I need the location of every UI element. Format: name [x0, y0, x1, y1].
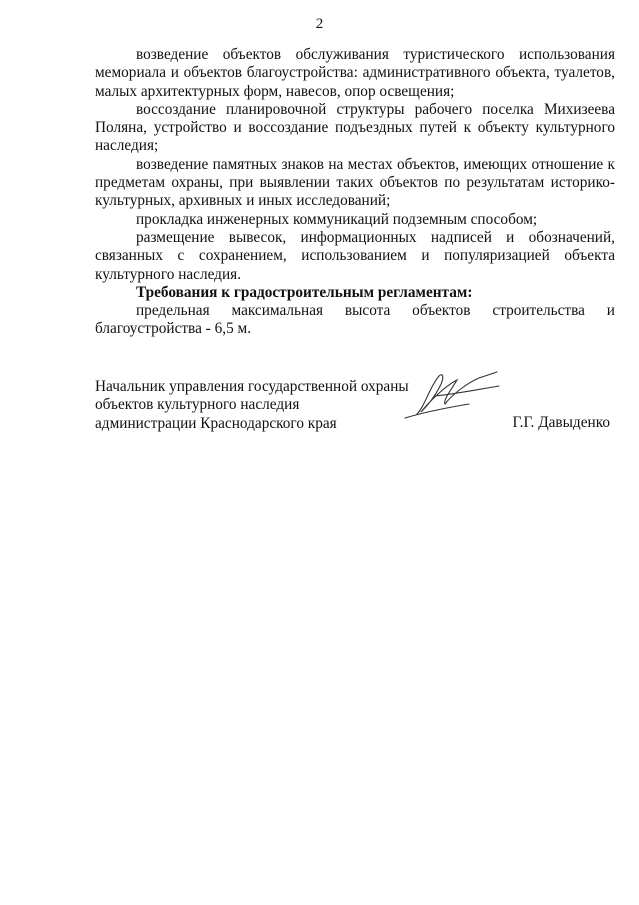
signature-block: [95, 378, 615, 438]
section-heading: Требования к градостроительным регламентам:: [136, 283, 473, 301]
document-body: [95, 46, 615, 339]
paragraph-4: прокладка инженерных коммуникаций подземным способом;: [136, 210, 538, 228]
handwritten-signature: [395, 366, 505, 426]
paragraph-6: предельная максимальная высота объектов строительства и благоустройства - 6,5 м.: [95, 302, 615, 338]
page-number: 2: [315, 16, 324, 32]
paragraph-3: возведение памятных знаков на местах объектов, имеющих отношение к предметам охраны, при выявлении таких объектов по результатам историко-культурных, архивных и иных исследований;: [95, 155, 615, 210]
signer-title-line-2: объектов культурного наследия: [95, 396, 300, 414]
paragraph-2: воссоздание планировочной структуры рабочего поселка Михизеева Поляна, устройство и воссоздание подъездных путей к объекту культурного наследия;: [95, 100, 615, 155]
signer-name: Г.Г. Давыденко: [512, 414, 610, 431]
signer-title-line-3: администрации Краснодарского края: [95, 414, 337, 432]
paragraph-5: размещение вывесок, информационных надписей и обозначений, связанных с сохранением, использованием и популяризацией объекта культурного наследия.: [95, 228, 615, 283]
paragraph-1: возведение объектов обслуживания туристического использования мемориала и объектов благоустройства: административного объекта, туалетов, малых архитектурных форм, навесов, опор освещения;: [95, 46, 615, 100]
signer-title-line-1: Начальник управления государственной охраны: [95, 378, 409, 395]
